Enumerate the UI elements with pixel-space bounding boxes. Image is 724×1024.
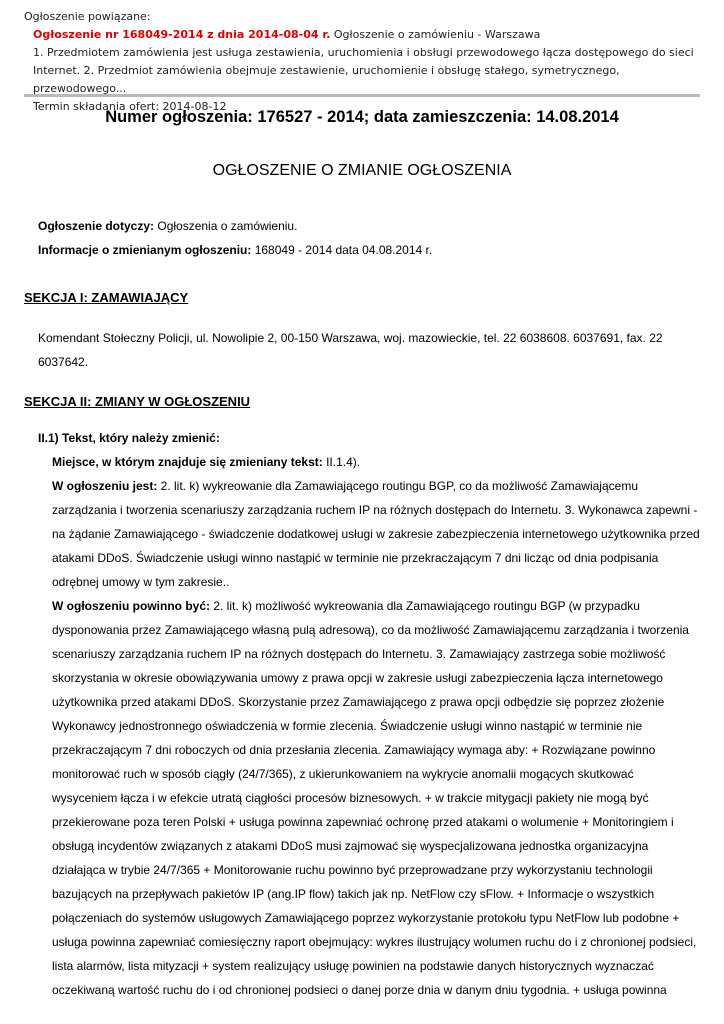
place-value: II.1.4). xyxy=(322,455,361,469)
related-summary-line-1: 1. Przedmiotem zamówienia jest usługa zestawienia, uruchomienia i obsługi przewodowego łącza dostępowego do sieci xyxy=(33,46,694,59)
change-item-body xyxy=(52,450,700,1002)
new-text xyxy=(52,594,700,1002)
section-1-heading: SEKCJA I: ZAMAWIAJĄCY xyxy=(24,290,189,305)
new-text-value: 2. lit. k) możliwość wykreowania dla Zamawiającego routingu BGP (w przypadku dysponowania przez Zamawiającego własną pulą adresową), co da możliwość Zamawiającemu zarządzania i tworzenia scenariuszy zarządzania ruchem IP na różnych dostępach do Internetu. 3. Zamawiający zastrzega sobie możliwość skorzystania w okresie obowiązywania umowy z prawa opcji w zakresie usługi zabezpieczenia łącza internetowego użytkownika przed atakami DDoS. Skorzystanie przez Zamawiającego z prawa opcji odbędzie się poprzez złożenie Wykonawcy jednostronnego oświadczenia w formie zlecenia. Świadczenie usługi winno nastąpić w terminie nie przekraczającym 7 dni roboczych od dnia przesłania zlecenia. Zamawiający wymaga aby: + Rozwiązane powinno monitorować ruch w sposób ciągły (24/7/365), z ukierunkowaniem na wykrycie anomalii mogących skutkować wysyceniem łącza i w efekcie utratą ciągłości procesów biznesowych. + w trakcie mitygacji pakiety nie mogą być przekierowane poza teren Polski + usługa powinna zapewniać ochronę przed atakami o wolumenie + Monitoringiem i obsługą incydentów związanych z atakami DDoS musi zajmować się wyspecjalizowana jednostka organizacyjna działająca w trybie 24/7/365 + Monitorowanie ruchu powinno być przeprowadzane przy wykorzystaniu technologii bazujących na przepływach pakietów IP (ang.IP flow) takich jak np. NetFlow czy sFlow. + Informacje o wszystkich połączeniach do systemów usługowych Zamawiającego poprzez wykorzystanie protokołu typu NetFlow lub podobne + usługa powinna zapewniać comiesięczny raport obejmujący: wykres ilustrujący wolumen ruchu do i z chronionej podsieci, lista alarmów, lista mityzacji + system realizujący usługę powinien na podstawie danych historycznych wyznaczać oczekiwaną wartość ruchu do i od chronionej podsieci o danej porze dnia w danym dniu tygodnia. + usługa powinna xyxy=(52,599,697,997)
notice-subtitle: OGŁOSZENIE O ZMIANIE OGŁOSZENIA xyxy=(212,162,512,179)
related-title-line xyxy=(33,26,700,44)
changed-label: Informacje o zmienianym ogłoszeniu: xyxy=(38,243,252,257)
current-text xyxy=(52,474,700,594)
concerns-label: Ogłoszenie dotyczy: xyxy=(38,219,155,233)
changed-value: 168049 - 2014 data 04.08.2014 r. xyxy=(251,243,433,257)
section-2-heading: SEKCJA II: ZMIANY W OGŁOSZENIU xyxy=(24,394,251,409)
related-notice-link[interactable]: Ogłoszenie nr 168049-2014 z dnia 2014-08-04 r. xyxy=(33,28,331,41)
place-label: Miejsce, w którym znajduje się zmieniany tekst: xyxy=(52,455,323,469)
current-text-value: 2. lit. k) wykreowanie dla Zamawiającego routingu BGP, co da możliwość Zamawiającemu zarządzania i tworzenia scenariuszy zarządzania ruchem IP na różnych dostępach do Internetu. 3. Wykonawca zapewni - na żądanie Zamawiającego - świadczenie dodatkowej usługi w zakresie zabezpieczenia internetowego użytkownika przed atakami DDoS. Świadczenie usługi winno nastąpić w terminie nie przekraczającym 7 dni licząc od dnia podpisania odrębnej umowy w tym zakresie.. xyxy=(52,479,700,589)
change-place xyxy=(52,450,700,474)
related-summary-line-2: Internet. 2. Przedmiot zamówienia obejmuje zestawienie, uruchomienie i obsługę stałego, symetrycznego, przewodowego... xyxy=(33,64,620,95)
change-item-title: II.1) Tekst, który należy zmienić: xyxy=(38,431,220,445)
notice-title: Numer ogłoszenia: 176527 - 2014; data zamieszczenia: 14.08.2014 xyxy=(105,108,619,126)
current-text-label: W ogłoszeniu jest: xyxy=(52,479,158,493)
notice-document xyxy=(24,102,700,1002)
concerns-value: Ogłoszenia o zamówieniu. xyxy=(154,219,298,233)
related-deadline: Termin składania ofert: 2014-08-12 xyxy=(33,100,227,113)
divider xyxy=(24,94,700,97)
notice-concerns xyxy=(38,214,700,238)
related-location: Ogłoszenie o zamówieniu - Warszawa xyxy=(330,28,541,41)
new-text-label: W ogłoszeniu powinno być: xyxy=(52,599,210,613)
contracting-authority-address: Komendant Stołeczny Policji, ul. Nowolipie 2, 00-150 Warszawa, woj. mazowieckie, tel. 22 6038608. 6037691, fax. 22 6037642. xyxy=(38,331,663,369)
related-heading: Ogłoszenie powiązane: xyxy=(24,10,151,23)
related-notice xyxy=(24,8,700,116)
notice-changed-info xyxy=(38,238,700,262)
